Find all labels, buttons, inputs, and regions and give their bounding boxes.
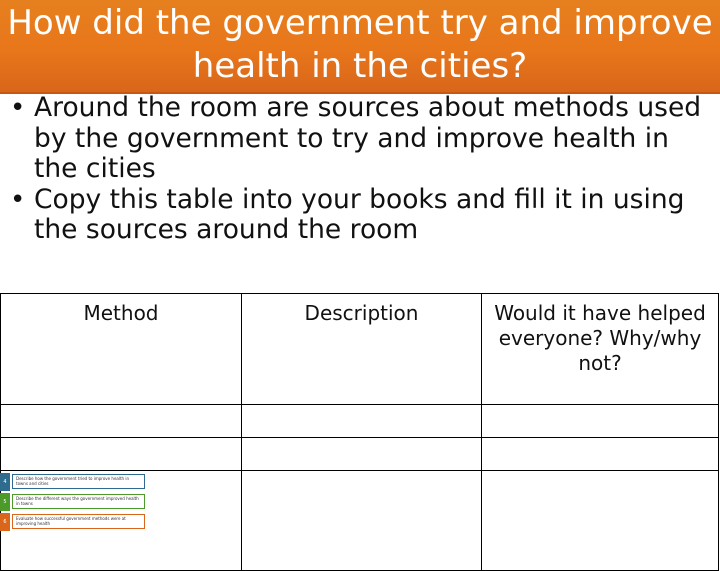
objective-text: Describe how the government tried to improve health in towns and cities [12, 474, 145, 489]
learning-objectives-graphic [0, 471, 150, 533]
table-cell[interactable] [482, 471, 719, 571]
table-cell[interactable] [482, 405, 719, 438]
objective-number: 5 [0, 493, 10, 511]
header-helped-text: Would it have helped everyone? Why/why not? [494, 301, 706, 375]
table-row [1, 438, 719, 471]
objective-text: Evaluate how successful government methods were at improving health [12, 514, 145, 529]
objective-text: Describe the different ways the government improved health in towns [12, 494, 145, 509]
header-helped-everyone [482, 294, 719, 405]
slide-title: How did the government try and improve health in the cities? [7, 3, 713, 86]
table-row [1, 405, 719, 438]
objective-row [0, 513, 146, 531]
objective-number: 4 [0, 473, 10, 491]
bullet-dot-icon: • [10, 184, 26, 215]
objective-number: 6 [0, 513, 10, 531]
table-cell[interactable] [1, 405, 242, 438]
table-cell[interactable] [242, 438, 482, 471]
objective-row [0, 473, 146, 491]
objective-row [0, 493, 146, 511]
bullet-text: Around the room are sources about methods used by the government to try and improve health in the cities [34, 92, 702, 184]
table-cell[interactable] [1, 438, 242, 471]
bullet-dot-icon: • [10, 93, 26, 123]
table-cell[interactable] [482, 438, 719, 471]
title-bar [0, 0, 720, 94]
bullet-list [10, 93, 715, 246]
table-cell[interactable] [242, 471, 482, 571]
header-method: Method [1, 294, 242, 405]
bullet-text: Copy this table into your books and fill it in using the sources around the room [34, 183, 685, 245]
header-description: Description [242, 294, 482, 405]
table-cell[interactable] [242, 405, 482, 438]
table-header-row [1, 294, 719, 405]
bullet-item [10, 185, 715, 246]
bullet-item [10, 93, 715, 185]
